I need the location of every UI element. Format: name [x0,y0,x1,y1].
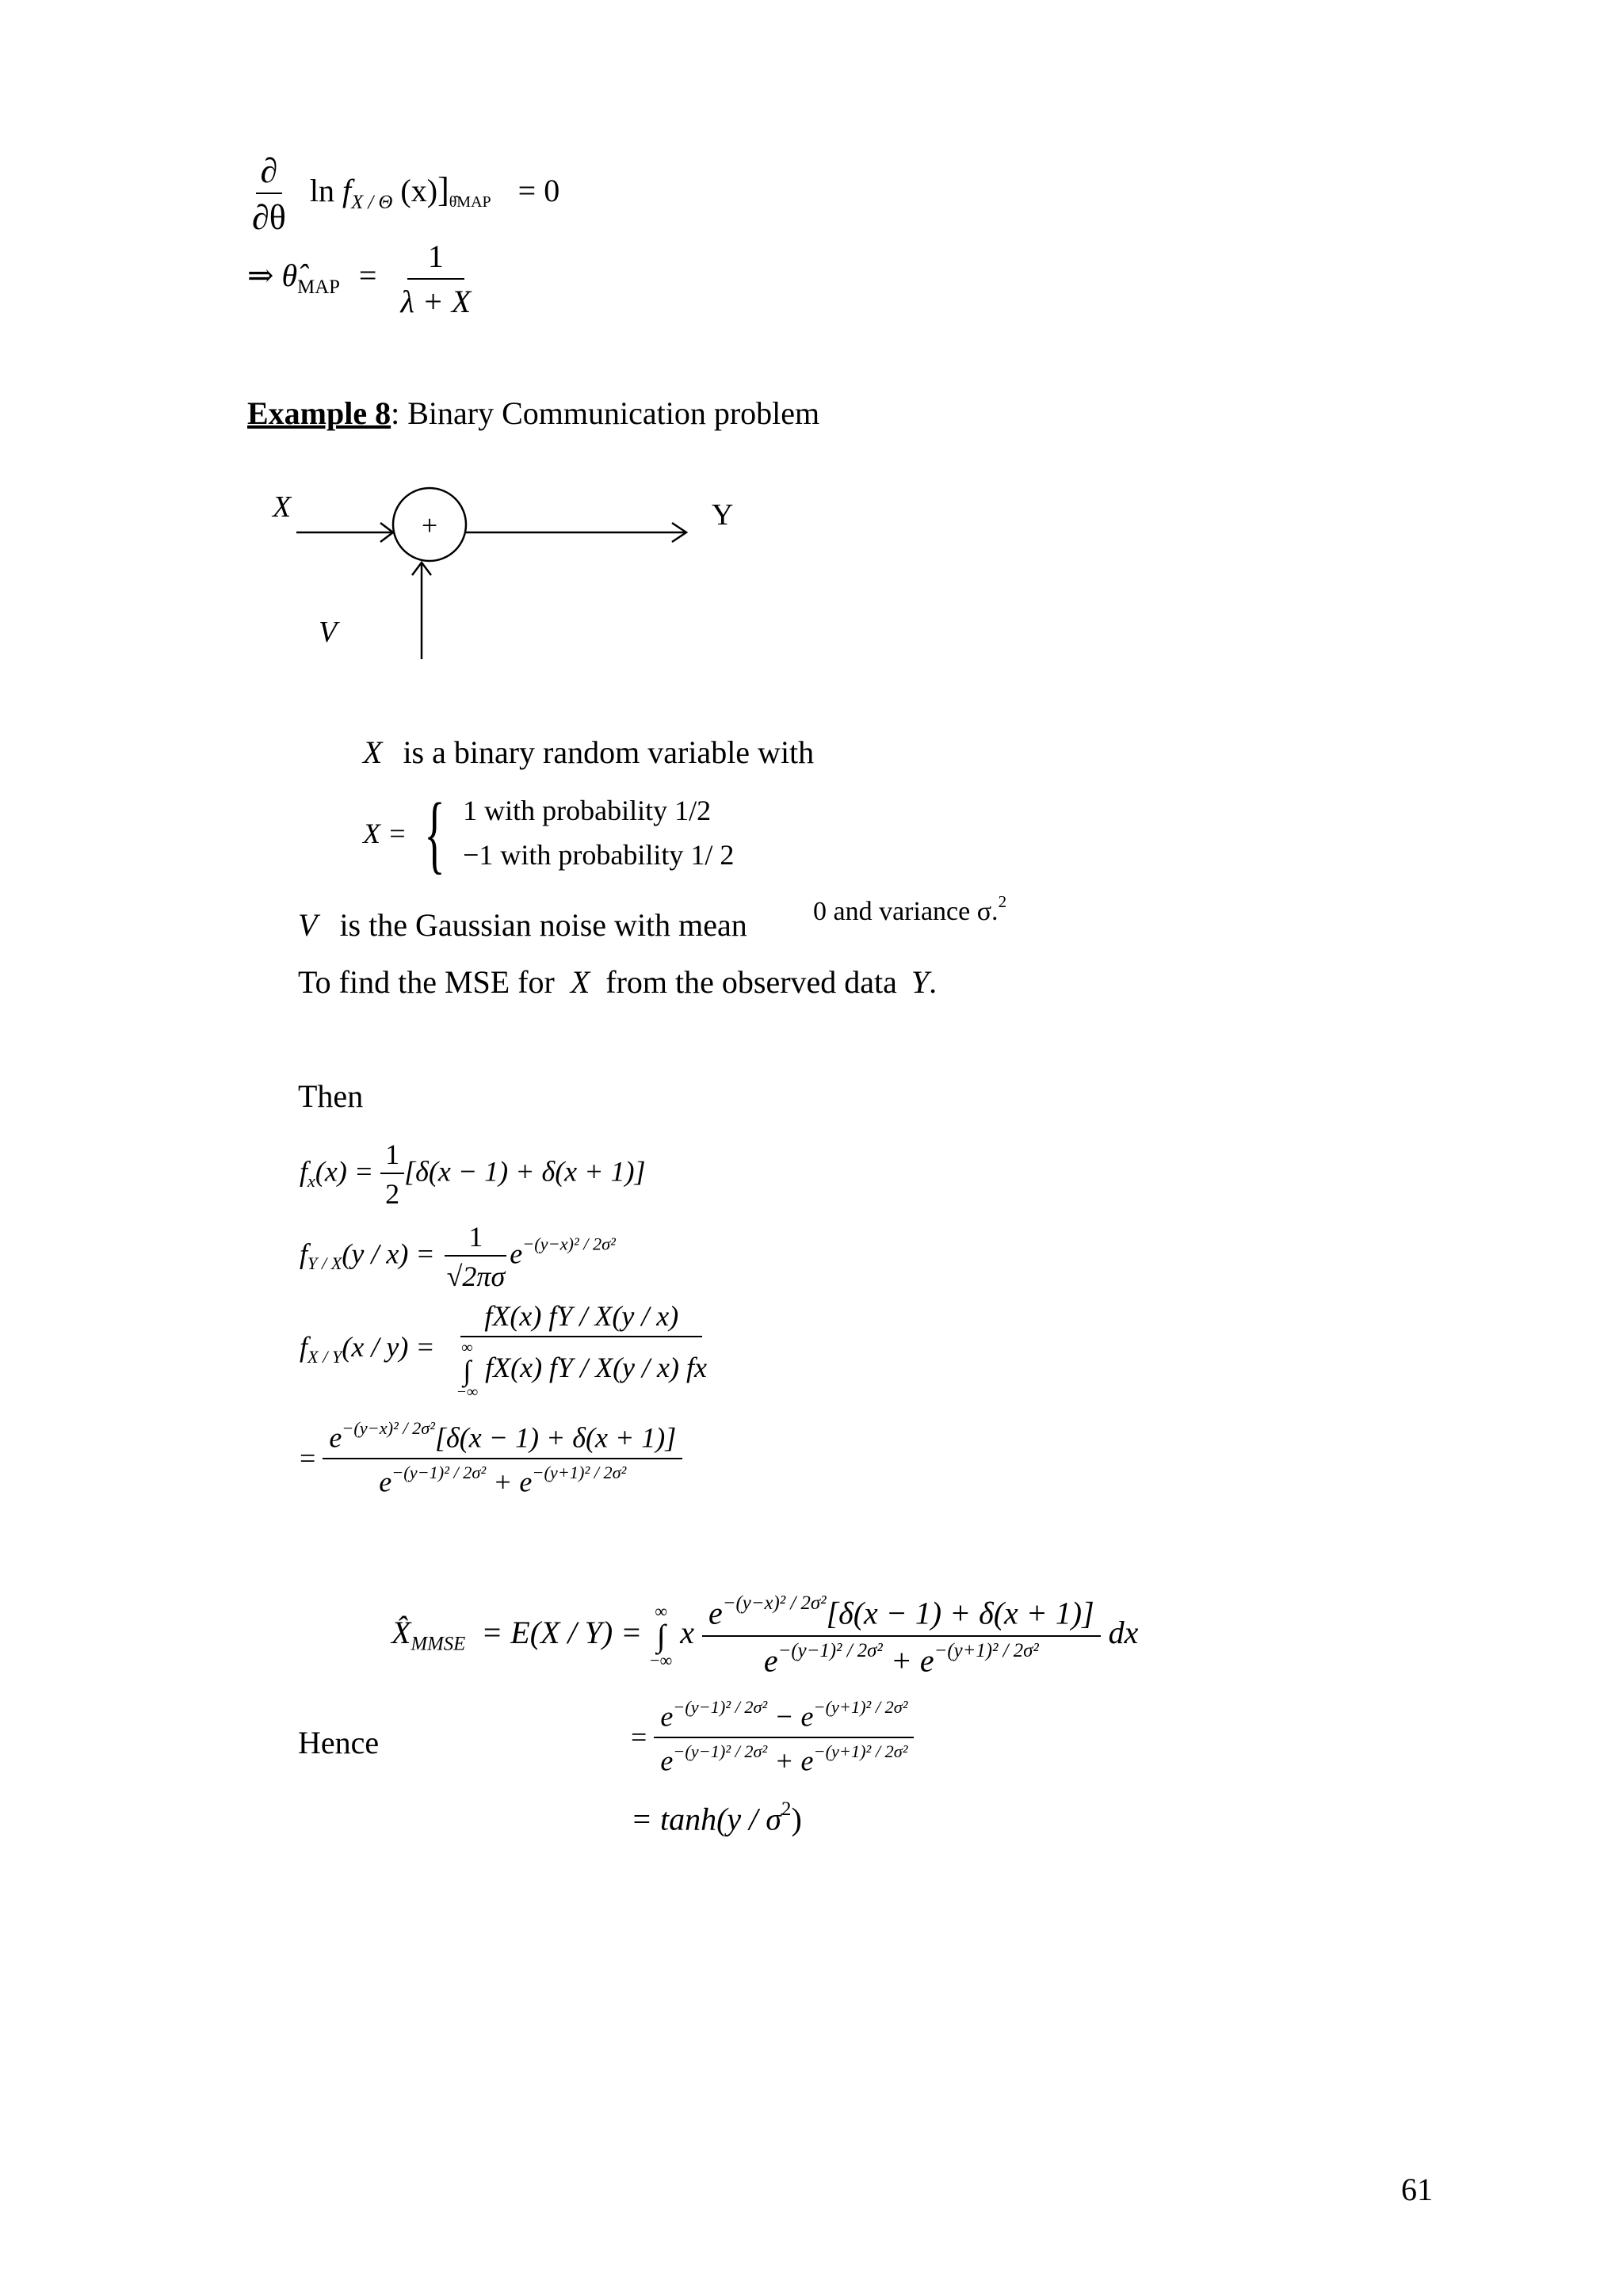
tanh-close-paren: ) [791,1801,802,1837]
output-label: Y [712,498,734,532]
delta-sum: [δ(x − 1) + δ(x + 1)] [404,1155,646,1188]
bayes-integral [456,1341,478,1401]
channel-block-diagram [262,475,753,666]
f-argument: (x) [400,173,438,209]
post-num-exp: −(y−x)² / 2σ² [342,1418,435,1438]
likelihood-equation [300,1220,616,1293]
mmse-numerator [702,1592,1101,1637]
hence-den-plus: + e [774,1745,814,1777]
equals-zero: = 0 [517,173,560,209]
tanh-expression: = tanh(y / σ [631,1801,782,1837]
integral-sign: ∫ [463,1354,472,1386]
v-description [298,906,747,944]
mse-text-b: from the observed data [605,964,897,1000]
mmse-den-plus: + e [890,1642,934,1679]
fxy-subscript: X / Y [307,1346,342,1367]
post-num-rest: [δ(x − 1) + δ(x + 1)] [434,1421,677,1454]
hyperbolic-fraction-equation [631,1697,914,1777]
hence-den-a: e [660,1745,674,1777]
gaussian-denominator: √2πσ [446,1261,506,1292]
hence-num-a: e [660,1700,674,1733]
example-subtitle: : Binary Communication problem [391,395,820,431]
half-fraction [380,1138,404,1211]
mmse-dx: dx [1108,1614,1139,1650]
conditional-expectation: = E(X / Y) = [481,1614,643,1650]
half-numerator: 1 [380,1138,404,1174]
mmse-integral-upper: ∞ [655,1600,668,1621]
mse-x: X [570,964,590,1000]
post-den-plus: + e [493,1466,533,1498]
map-denominator: λ + X [400,284,472,319]
posterior-equation [300,1299,712,1401]
mmse-integral-lower: −∞ [650,1650,673,1670]
x-definition [363,784,735,882]
bayes-denominator [452,1337,712,1401]
fxy-argument: (x / y) = [342,1331,435,1363]
equals-sign: = [358,257,377,294]
hence-denominator [655,1738,912,1778]
posterior-fraction [323,1418,682,1498]
integral-lower: −∞ [456,1383,479,1401]
post-den-b-exp: −(y+1)² / 2σ² [532,1462,627,1482]
mmse-den-a-exp: −(y−1)² / 2σ² [777,1639,883,1661]
posterior-numerator [323,1418,682,1459]
mmse-integral-sign: ∫ [656,1617,666,1653]
map-estimate-equation [247,238,475,320]
fxy-symbol: f [300,1331,308,1363]
hence-equals: = [631,1721,647,1753]
bayes-denominator-text: fX(x) fY / X(y / x) fx [485,1352,707,1384]
partial-numerator: ∂ [256,151,283,194]
mse-y: Y [911,964,930,1000]
x-description [363,734,814,771]
posterior-denominator [374,1459,631,1499]
mmse-num-rest: [δ(x − 1) + δ(x + 1)] [826,1595,1094,1631]
implies-arrow: ⇒ [247,257,274,294]
mse-period: . [929,964,938,1000]
theta-subscript: MAP [297,276,340,298]
partial-fraction [247,151,291,238]
mmse-subscript: MMSE [411,1633,466,1655]
map-fraction [395,238,475,320]
integral-upper: ∞ [461,1339,473,1356]
hence-den-a-exp: −(y−1)² / 2σ² [673,1741,768,1761]
fyx-subscript: Y / X [307,1253,342,1274]
hence-fraction [654,1697,914,1777]
fx-symbol: f [300,1155,308,1188]
post-den-a-exp: −(y−1)² / 2σ² [391,1462,487,1482]
case-positive: 1 with probability 1/2 [463,795,712,826]
hence-den-b-exp: −(y+1)² / 2σ² [813,1741,908,1761]
gaussian-norm-fraction [442,1220,510,1293]
mmse-fraction [702,1592,1101,1679]
partial-denominator: ∂θ [252,198,286,237]
f-subscript: X / Θ [351,191,393,213]
input-label: X [273,490,292,524]
mmse-num-base: e [708,1595,723,1631]
mse-text-a: To find the MSE for [298,964,555,1000]
v-variance [813,892,1006,927]
x-variable: X [363,734,383,770]
hence-num-b-exp: −(y+1)² / 2σ² [813,1697,908,1717]
hence-num-minus: − e [774,1700,814,1733]
case-negative: −1 with probability 1/ 2 [463,838,735,871]
mmse-den-b-exp: −(y+1)² / 2σ² [934,1639,1039,1661]
variance-exponent: 2 [998,892,1007,911]
post-den-a: e [379,1466,392,1498]
mmse-integral [650,1600,673,1670]
v-variable: V [298,907,318,943]
mmse-num-exp: −(y−x)² / 2σ² [722,1592,827,1614]
mmse-denominator [759,1637,1044,1680]
then-label: Then [298,1078,364,1114]
v-description-text: is the Gaussian noise with mean [339,907,747,943]
theta-hat: θ̂ [281,257,298,294]
post-num-base: e [329,1421,342,1454]
bayes-fraction [452,1299,712,1401]
hence-num-a-exp: −(y−1)² / 2σ² [673,1697,768,1717]
exp-base: e [510,1238,523,1270]
page-number: 61 [1401,2172,1433,2207]
map-numerator: 1 [407,238,464,280]
mmse-den-a: e [763,1642,778,1679]
tanh-result [631,1798,802,1838]
x-def-lhs: X = [363,817,407,849]
noise-label: V [319,616,338,649]
half-denominator: 2 [385,1178,400,1210]
prior-pdf-equation [300,1138,645,1211]
cases-list [463,789,734,878]
mse-goal [298,963,937,1001]
hence-label: Hence [298,1725,380,1760]
posterior-equals: = [300,1442,316,1474]
fyx-symbol: f [300,1238,308,1270]
ln-text: ln [309,173,334,209]
fx-argument: (x) = [315,1155,374,1188]
fx-subscript: x [307,1171,315,1192]
example-title: Example 8 [247,395,391,431]
mmse-x: x [680,1614,695,1650]
cases-brace: { [424,784,445,882]
tanh-exponent: 2 [781,1798,792,1820]
x-description-text: is a binary random variable with [403,734,815,770]
example-heading [247,395,819,432]
f-symbol: f [342,173,352,209]
v-mean-variance-text: 0 and variance σ. [813,896,999,926]
fyx-argument: (y / x) = [342,1238,435,1270]
exp-exponent: −(y−x)² / 2σ² [522,1234,616,1254]
evaluation-subscript: θ̂MAP [449,193,491,212]
map-derivative-equation: $\frac{\partial}{\partial\theta}$ $\ln f_{X / \Theta}$ $(x)]_{\thetâMAP} = 0$ [247,151,559,238]
bayes-numerator: fX(x) fY / X(y / x) [460,1299,702,1337]
hence-numerator [654,1697,914,1738]
mmse-equation [391,1592,1138,1679]
gaussian-numerator: 1 [445,1220,506,1257]
adder-symbol: + [421,509,438,541]
posterior-simplified [300,1418,682,1498]
x-hat: X̂ [391,1614,411,1650]
